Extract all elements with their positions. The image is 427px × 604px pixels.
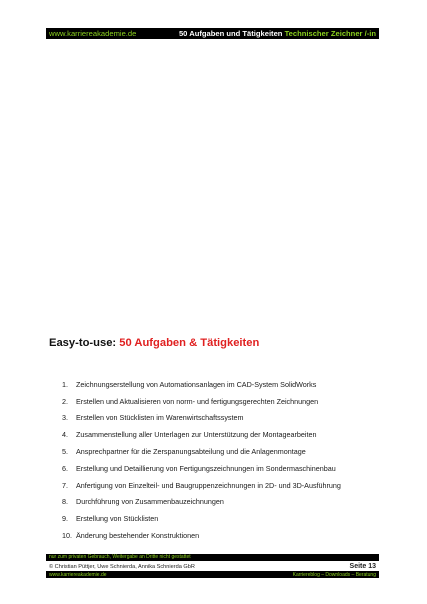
list-item — [62, 477, 341, 494]
list-item-number: 1. — [62, 379, 68, 389]
list-item-text: Anfertigung von Einzelteil- und Baugruppenzeichnungen in 2D- und 3D-Ausführung — [76, 480, 341, 490]
header-title-main: 50 Aufgaben und Tätigkeiten — [178, 29, 285, 38]
footer-notice: nur zum privaten Gebrauch, Weitergabe an Dritte nicht gestattet — [46, 554, 379, 561]
footer-url[interactable]: www.karriereakademie.de — [49, 571, 107, 578]
footer-links[interactable]: Karriereblog – Downloads – Beratung — [292, 571, 376, 578]
list-item-text: Zeichnungserstellung von Automationsanlagen im CAD-System SolidWorks — [76, 379, 317, 389]
list-item-text: Zusammenstellung aller Unterlagen zur Unterstützung der Montagearbeiten — [76, 430, 317, 440]
list-item — [62, 460, 341, 477]
footer-copyright: © Christian Püttjer, Uwe Schnierda, Annika Schnierda GbR — [49, 563, 195, 570]
list-item — [62, 494, 341, 511]
list-item-text: Erstellen von Stücklisten im Warenwirtschaftssystem — [76, 413, 244, 423]
list-item-number: 9. — [62, 514, 68, 524]
footer-bar — [46, 571, 379, 578]
section-heading-accent: 50 Aufgaben & Tätigkeiten — [119, 337, 260, 349]
page-number: Seite 13 — [349, 563, 376, 570]
list-item-number: 4. — [62, 430, 68, 440]
list-item-number: 10. — [62, 531, 72, 541]
list-item — [62, 393, 341, 410]
header-url[interactable]: www.karriereakademie.de — [49, 29, 137, 38]
header-title — [179, 29, 376, 38]
list-item-text: Änderung bestehender Konstruktionen — [76, 531, 200, 541]
list-item — [62, 410, 341, 427]
list-item-text: Ansprechpartner für die Zerspanungsabteilung und die Anlagenmontage — [76, 447, 306, 457]
list-item-number: 5. — [62, 447, 68, 457]
header-bar — [46, 28, 379, 39]
list-item — [62, 527, 341, 544]
list-item-number: 2. — [62, 396, 68, 406]
list-item-number: 8. — [62, 497, 68, 507]
list-item-text: Erstellen und Aktualisieren von norm- und fertigungsgerechten Zeichnungen — [76, 396, 319, 406]
task-list — [62, 376, 341, 544]
list-item-text: Durchführung von Zusammenbauzeichnungen — [76, 497, 224, 507]
list-item-number: 6. — [62, 463, 68, 473]
list-item — [62, 510, 341, 527]
section-heading-prefix: Easy-to-use: — [49, 337, 120, 349]
list-item-text: Erstellung und Detaillierung von Fertigungszeichnungen im Sondermaschinenbau — [76, 463, 336, 473]
list-item-number: 3. — [62, 413, 68, 423]
list-item — [62, 426, 341, 443]
list-item-text: Erstellung von Stücklisten — [76, 514, 159, 524]
list-item — [62, 443, 341, 460]
list-item — [62, 376, 341, 393]
footer-copyright-row — [46, 562, 379, 571]
header-title-accent: Technischer Zeichner /-in — [284, 29, 376, 38]
list-item-number: 7. — [62, 480, 68, 490]
section-heading — [49, 337, 259, 349]
